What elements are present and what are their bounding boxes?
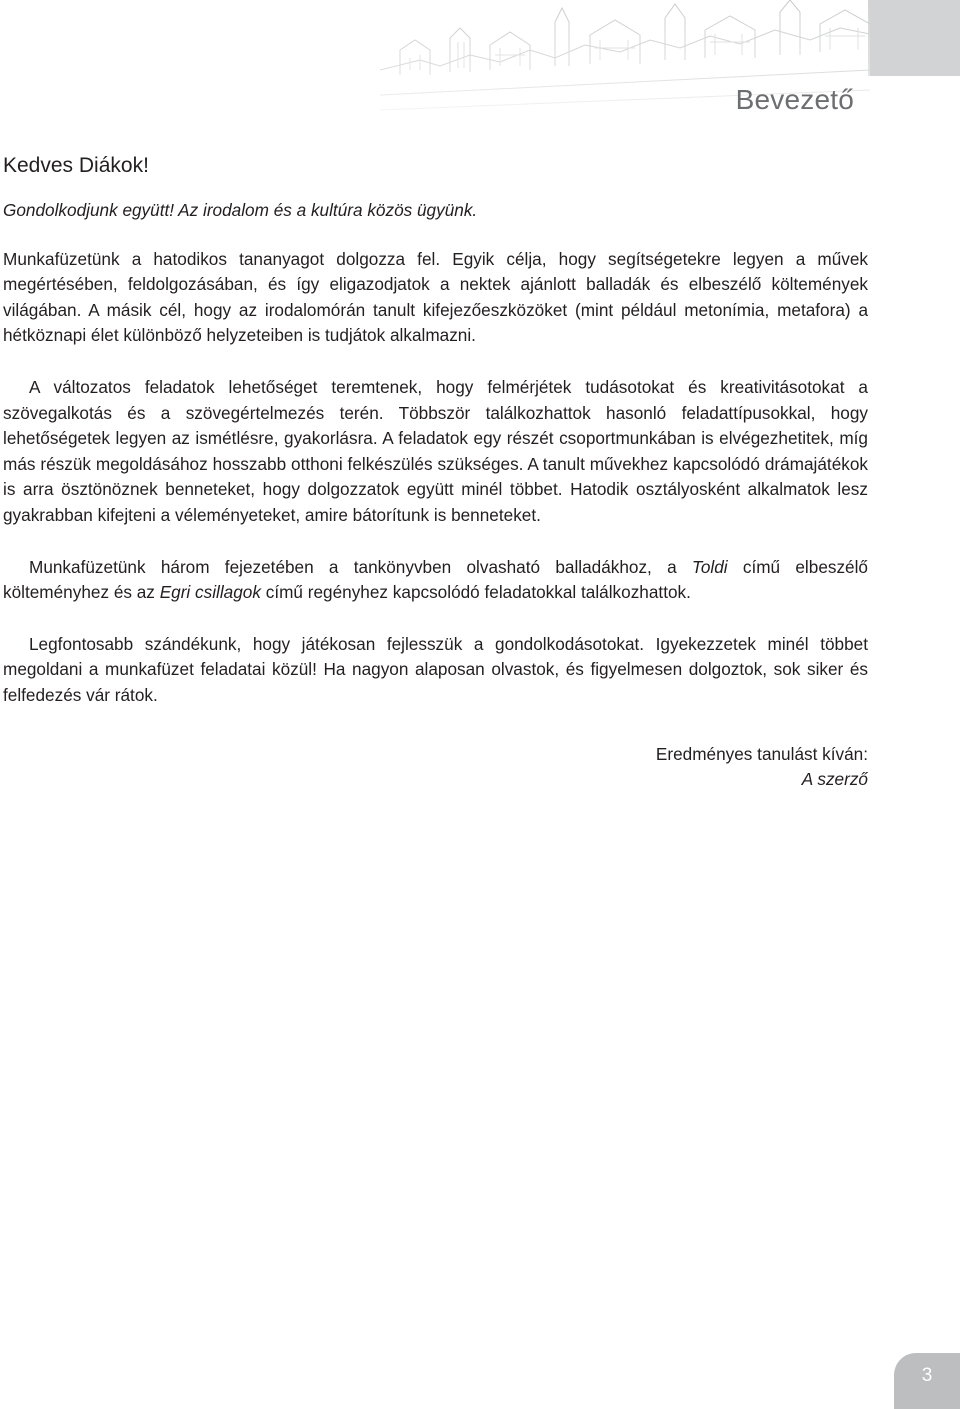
paragraph-2: A változatos feladatok lehetőséget teremtenek, hogy felmérjétek tudásotokat és kreativitásotokat a szövegalkotás és a szövegértelmezés terén. Többször találkozhattok hasonló feladattípusokkal, hogy lehetőségetek legyen az ismétlésre, gyakorlásra. A feladatok egy részét csoportmunkában is elvégezhetitek, míg más részük megoldásához hosszabb otthoni felkészülés szükséges. A tanult művekhez kapcsolódó drámajátékok is arra ösztönöznek benneteket, hogy dolgozzatok együtt minél többet. Hatodik osztályosként alkalmatok lesz gyakrabban kifejteni a véleményeteket, amire bátorítunk is benneteket. xyxy=(3,376,868,525)
paragraph-3-text: Munkafüzetünk három fejezetében a tankönyvben olvasható balladákhoz, a xyxy=(29,556,692,577)
paragraph-4: Legfontosabb szándékunk, hogy játékosan fejlesszük a gondolkodásotokat. Igyekezzetek minél többet megoldani a munkafüzet feladatai közül! Ha nagyon alaposan olvastok, és figyelmesen dolgoztok, sok siker és felfedezés vár rátok. xyxy=(3,633,868,705)
paragraph-3-text: című elbeszélő költeményhez és az xyxy=(3,556,868,603)
paragraph-3 xyxy=(3,555,868,606)
page-number: 3 xyxy=(921,1365,933,1386)
paragraph-1: Munkafüzetünk a hatodikos tananyagot dolgozza fel. Egyik célja, hogy segítségetekre legyen a művek megértésében, feldolgozásában, és így eligazodjatok a nektek ajánlott balladák és elbeszélő költemények világában. A másik cél, hogy az irodalomórán tanult kifejezőeszközöket (mint például metonímia, metafora) a hétköznapi élet különböző helyzeteiben is tudjátok alkalmazni. xyxy=(3,248,868,346)
page-number-tab xyxy=(894,1353,960,1409)
signature: A szerző xyxy=(801,769,868,790)
book-title-egri-csillagok: Egri csillagok xyxy=(159,582,261,603)
book-title-toldi: Toldi xyxy=(691,556,728,577)
letter-body xyxy=(3,152,868,793)
section-title: Bevezető xyxy=(735,84,854,115)
paragraph-3-text: című regényhez kapcsolódó feladatokkal találkozhattok. xyxy=(260,582,691,603)
closing-line: Eredményes tanulást kíván: xyxy=(655,743,868,764)
greeting: Kedves Diákok! xyxy=(3,154,149,177)
motto: Gondolkodjunk együtt! Az irodalom és a kultúra közös ügyünk. xyxy=(3,200,478,220)
corner-tab xyxy=(868,0,960,76)
